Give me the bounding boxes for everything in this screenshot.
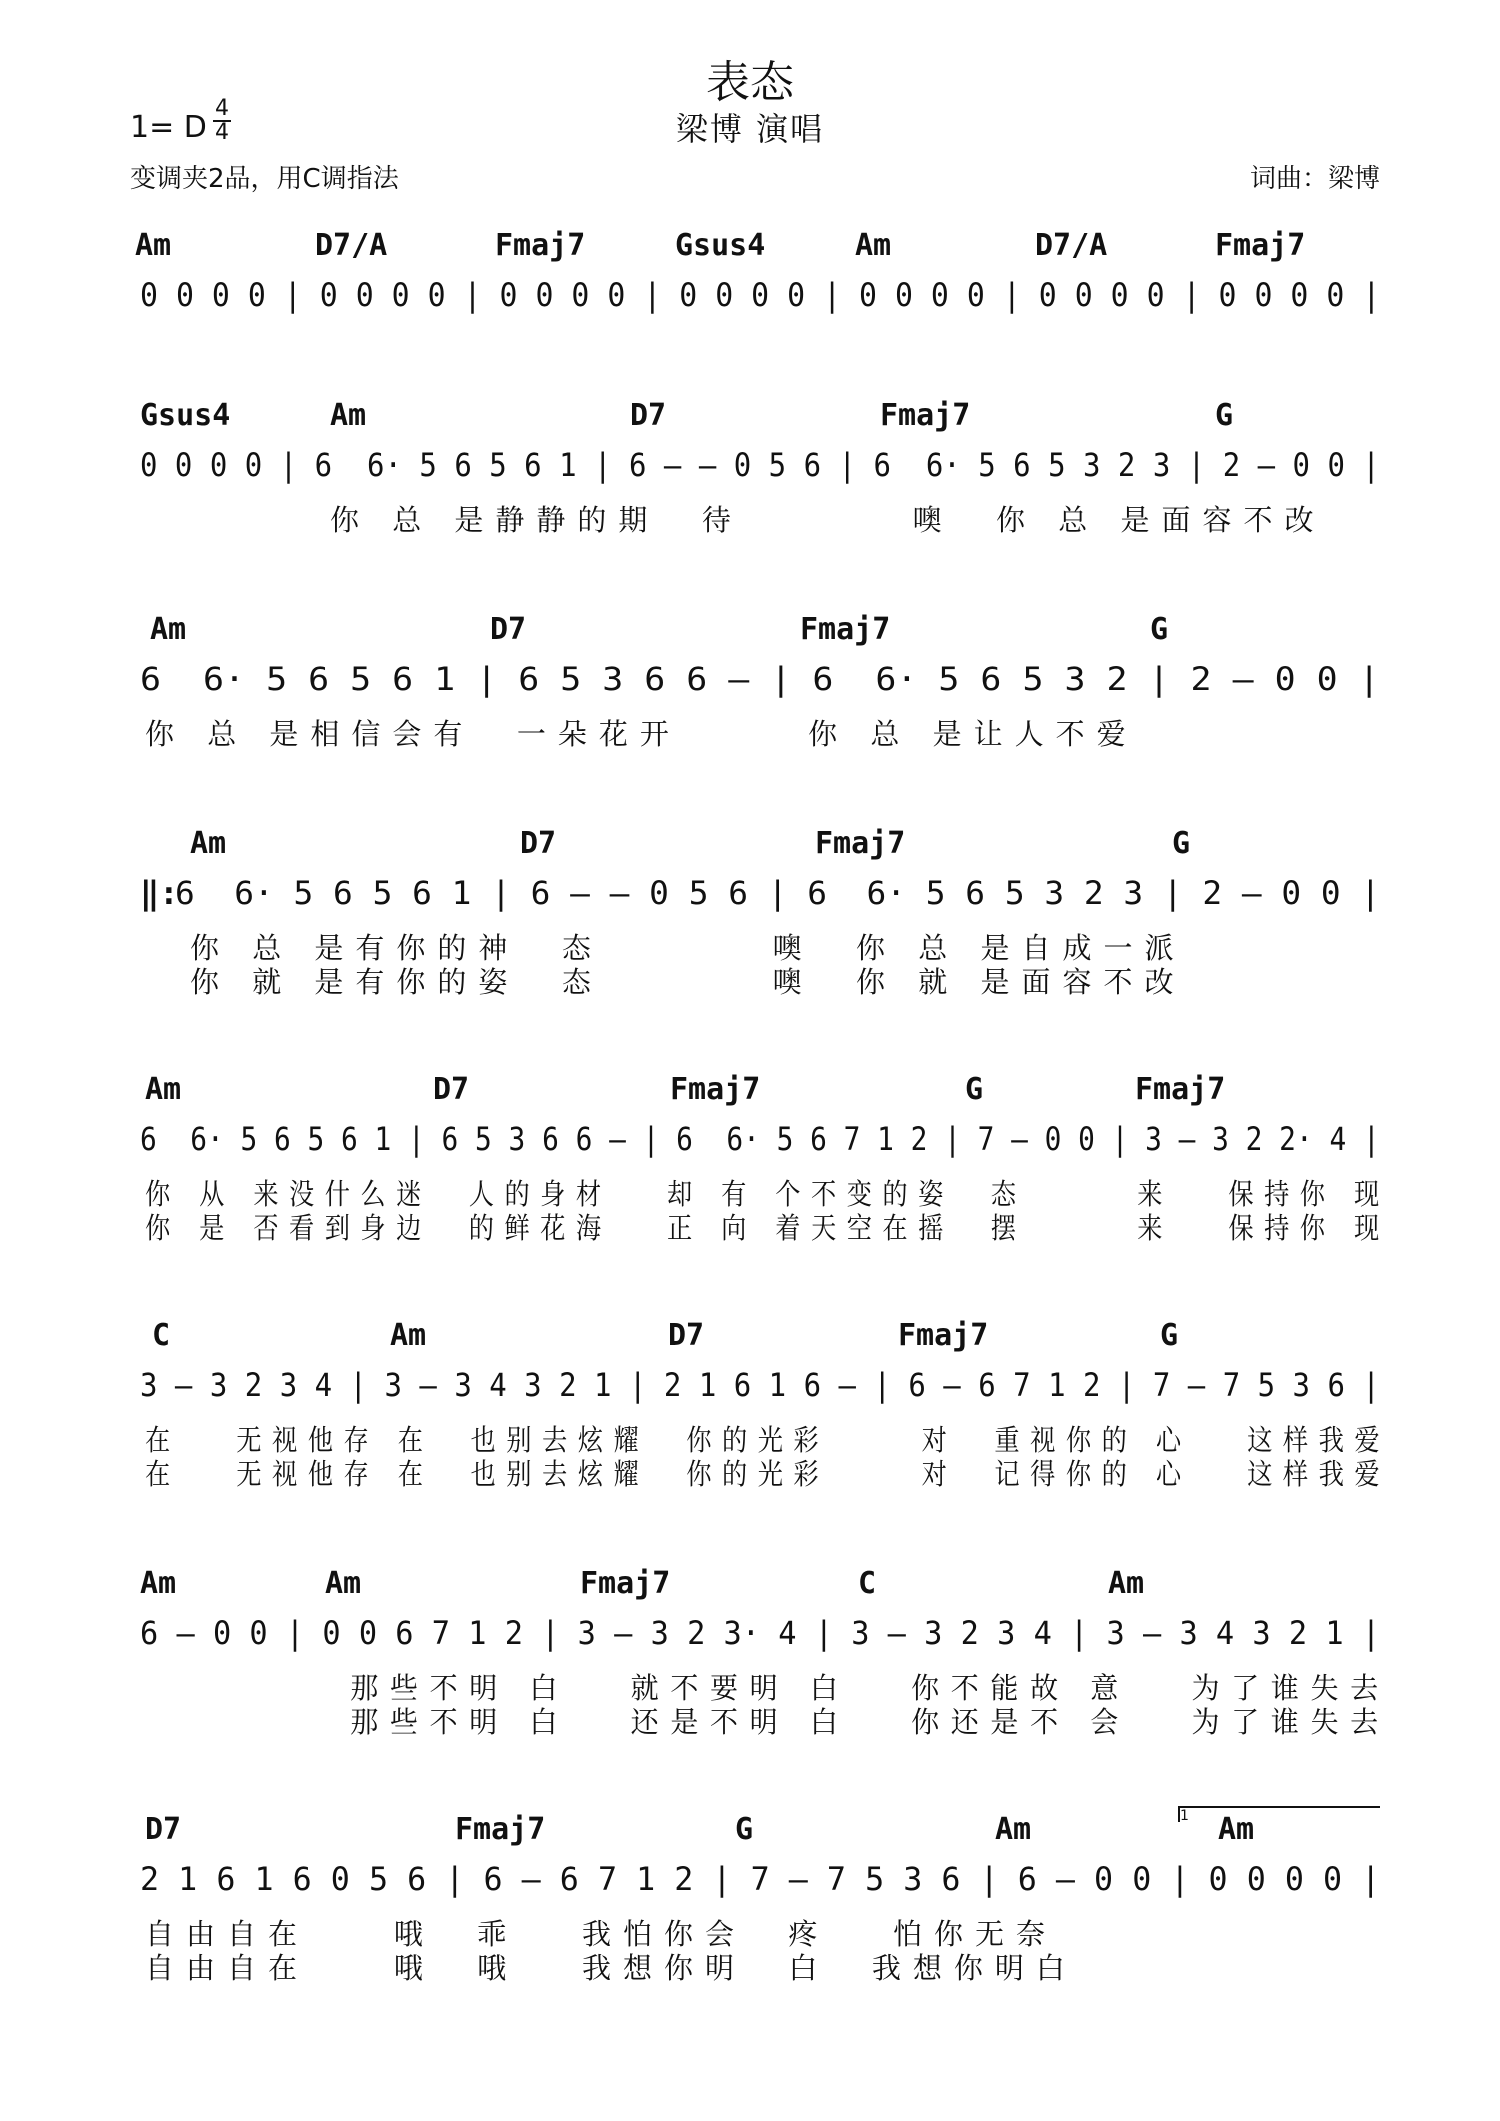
notation-line: 6 — 0 0 | 0 0 6 7 1 2 | 3 — 3 2 3· 4 | 3 — 3 2 3 4 | 3 — 3 4 3 2 1 | xyxy=(140,1614,1381,1652)
song-title: 表态 xyxy=(706,57,794,108)
chord-label: Am xyxy=(855,228,892,263)
chord-label: Am xyxy=(140,1566,177,1601)
chord-label: Am xyxy=(135,228,172,263)
chord-label: Fmaj7 xyxy=(580,1566,671,1601)
chord-label: Am xyxy=(995,1812,1032,1847)
chord-label: C xyxy=(858,1566,877,1601)
chord-label: Fmaj7 xyxy=(815,826,906,861)
chord-label: Gsus4 xyxy=(140,398,231,433)
lyric-line: 你 总 是静静的期 待 噢 你 总 是面容不改 xyxy=(330,503,1326,537)
lyric-line: 你 就 是有你的姿 态 噢 你 就 是面容不改 xyxy=(190,965,1186,999)
lyric-line: 那些不明 白 还是不明 白 你还是不 会 为了谁失去 xyxy=(145,1705,1390,1739)
chord-label: Fmaj7 xyxy=(455,1812,546,1847)
lyric-line: 自由自在 哦 乖 我怕你会 疼 怕你无奈 xyxy=(145,1917,1058,1951)
chord-label: Gsus4 xyxy=(675,228,766,263)
chord-label: G xyxy=(1160,1318,1179,1353)
chord-label: D7 xyxy=(433,1072,470,1107)
chord-label: Fmaj7 xyxy=(800,612,891,647)
notation-line: 2 1 6 1 6 0 5 6 | 6 — 6 7 1 2 | 7 — 7 5 3 6 | 6 — 0 0 | 0 0 0 0 | xyxy=(140,1860,1381,1898)
chord-label: Fmaj7 xyxy=(1215,228,1306,263)
chord-label: Am xyxy=(1218,1812,1255,1847)
key-signature: 1= D xyxy=(130,110,207,145)
chord-label: G xyxy=(1172,826,1191,861)
lyric-line: 在 无视他存 在 也别去炫耀 你的光彩 对 重视你的 心 这样我爱 xyxy=(145,1423,1391,1457)
time-signature xyxy=(213,98,231,144)
chord-label: Am xyxy=(145,1072,182,1107)
lyric-line: 你 总 是有你的神 态 噢 你 总 是自成一派 xyxy=(190,931,1186,965)
chord-label: Fmaj7 xyxy=(898,1318,989,1353)
lyric-line: 在 无视他存 在 也别去炫耀 你的光彩 对 记得你的 心 这样我爱 xyxy=(145,1457,1391,1491)
chord-label: D7 xyxy=(668,1318,705,1353)
chord-label: Fmaj7 xyxy=(670,1072,761,1107)
lyric-line: 你 是 否看到身边 的鲜花海 正 向 着天空在摇 摆 来 保持你 现 xyxy=(145,1211,1390,1245)
chord-label: Fmaj7 xyxy=(1135,1072,1226,1107)
chord-label: Am xyxy=(1108,1566,1145,1601)
repeat-start-sign: ‖: xyxy=(140,874,179,912)
chord-label: Fmaj7 xyxy=(880,398,971,433)
chord-label: Am xyxy=(190,826,227,861)
chord-label: D7/A xyxy=(1035,228,1108,263)
chord-label: G xyxy=(965,1072,984,1107)
lyric-line: 那些不明 白 就不要明 白 你不能故 意 为了谁失去 xyxy=(145,1671,1390,1705)
chord-label: C xyxy=(152,1318,171,1353)
chord-label: Am xyxy=(390,1318,427,1353)
chord-label: D7 xyxy=(490,612,527,647)
notation-line: 6 6· 5 6 5 6 1 | 6 5 3 6 6 — | 6 6· 5 6 7 1 2 | 7 — 0 0 | 3 — 3 2 2· 4 | xyxy=(140,1120,1380,1158)
notation-line: 3 — 3 2 3 4 | 3 — 3 4 3 2 1 | 2 1 6 1 6 — | 6 — 6 7 1 2 | 7 — 7 5 3 6 | xyxy=(140,1366,1380,1404)
lyric-line: 你 总 是相信会有 一朵花开 你 总 是让人不爱 xyxy=(145,717,1138,751)
notation-line: 6 6· 5 6 5 6 1 | 6 — — 0 5 6 | 6 6· 5 6 5 3 2 3 | 2 — 0 0 | xyxy=(175,874,1381,912)
notation-line: 6 6· 5 6 5 6 1 | 6 5 3 6 6 — | 6 6· 5 6 5 3 2 | 2 — 0 0 | xyxy=(140,660,1380,698)
chord-label: Am xyxy=(325,1566,362,1601)
lyric-line: 你 从 来没什么迷 人的身材 却 有 个不变的姿 态 来 保持你 现 xyxy=(145,1177,1390,1211)
composer: 词曲：梁博 xyxy=(1249,164,1380,194)
lyric-line: 自由自在 哦 哦 我想你明 白 我想你明白 xyxy=(145,1951,1077,1985)
notation-line: 0 0 0 0 | 0 0 0 0 | 0 0 0 0 | 0 0 0 0 | 0 0 0 0 | 0 0 0 0 | 0 0 0 0 | xyxy=(140,276,1381,314)
volta-bracket: 1 xyxy=(1178,1806,1380,1822)
chord-label: Am xyxy=(330,398,367,433)
chord-label: D7/A xyxy=(315,228,388,263)
chord-label: D7 xyxy=(145,1812,182,1847)
chord-label: Fmaj7 xyxy=(495,228,586,263)
notation-line: 0 0 0 0 | 6 6· 5 6 5 6 1 | 6 — — 0 5 6 | 6 6· 5 6 5 3 2 3 | 2 — 0 0 | xyxy=(140,446,1380,484)
capo-note: 变调夹2品，用C调指法 xyxy=(130,164,399,194)
chord-label: Am xyxy=(150,612,187,647)
chord-label: G xyxy=(735,1812,754,1847)
chord-label: D7 xyxy=(630,398,667,433)
time-bottom: 4 xyxy=(215,120,229,145)
time-top: 4 xyxy=(215,96,229,121)
performer: 梁博 演唱 xyxy=(675,110,825,148)
chord-label: G xyxy=(1150,612,1169,647)
chord-label: G xyxy=(1215,398,1234,433)
chord-label: D7 xyxy=(520,826,557,861)
